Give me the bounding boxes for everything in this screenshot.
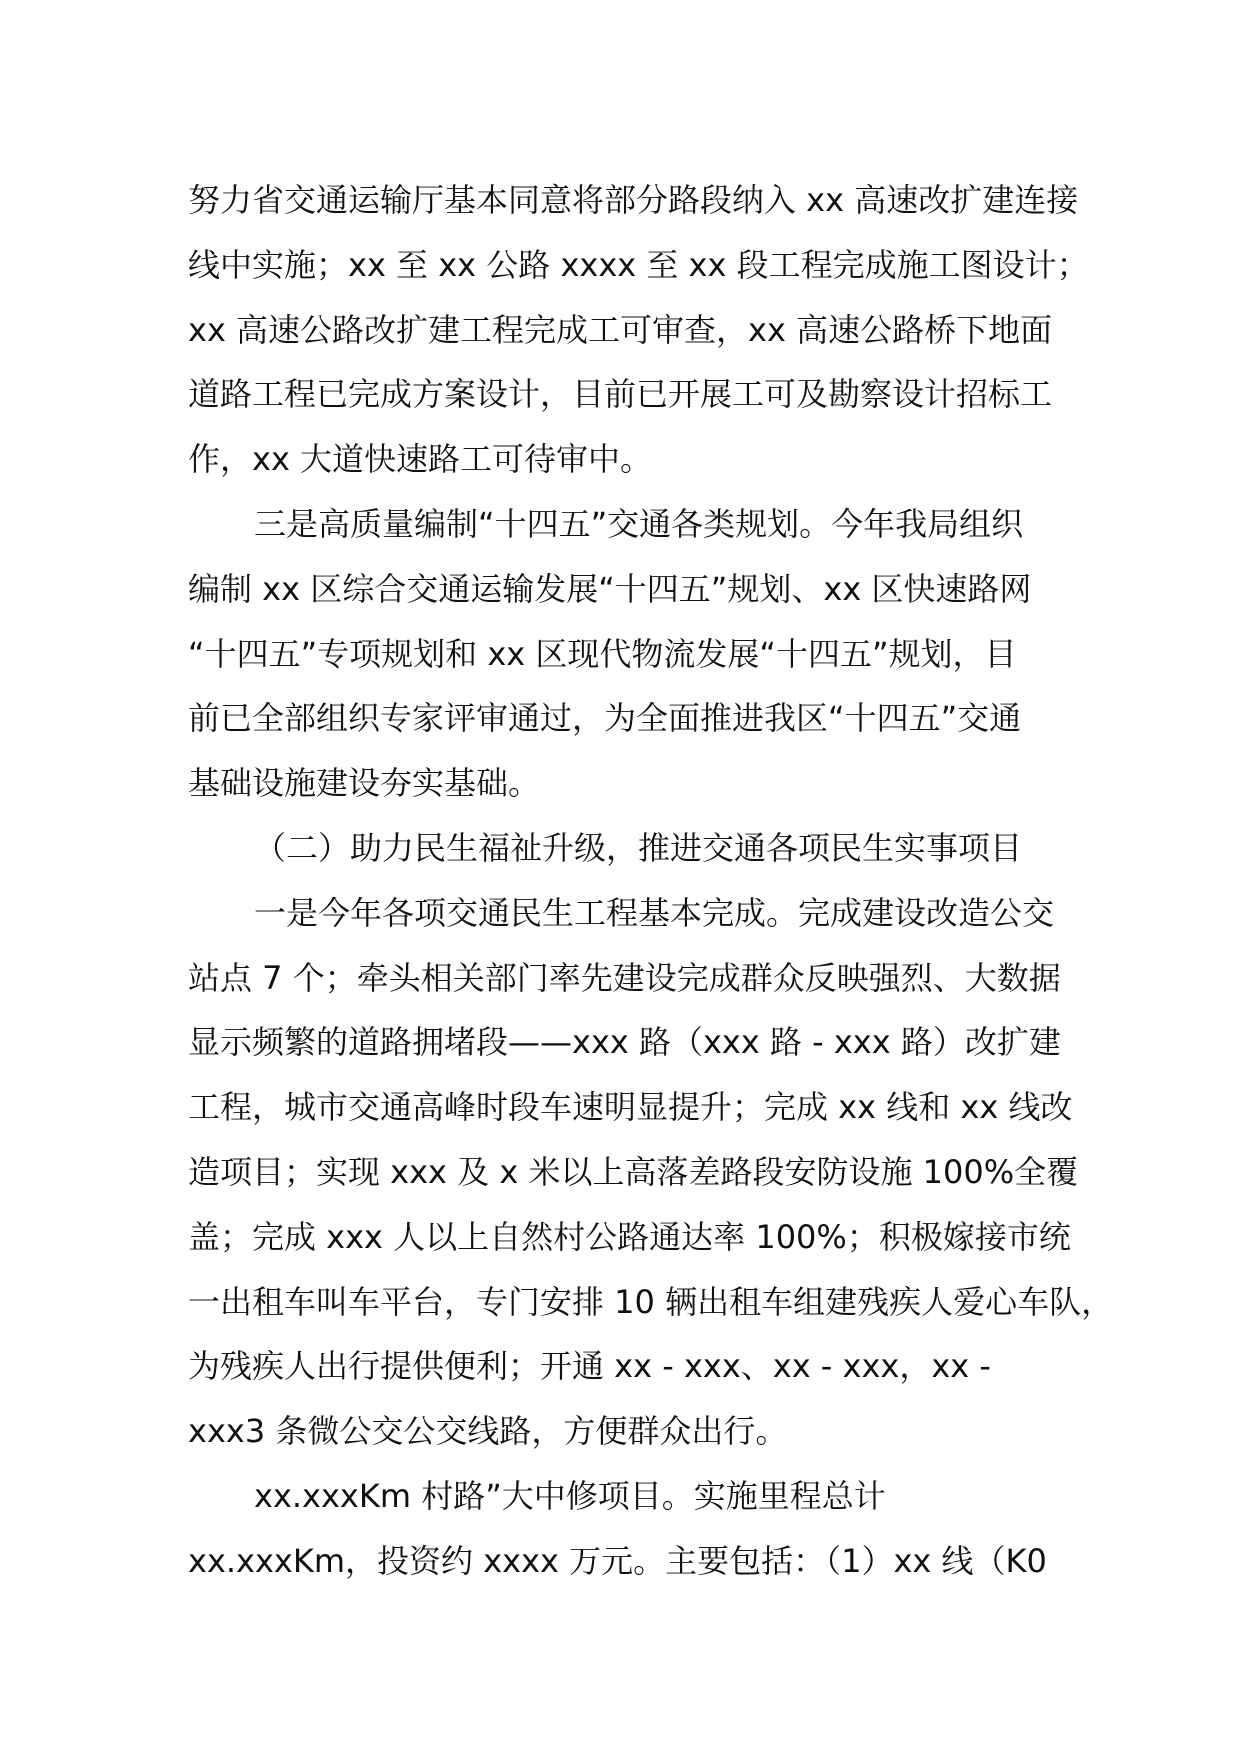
text-line: 前已全部组织专家评审通过，为全面推进我区“十四五”交通 — [188, 699, 1022, 738]
document-body — [188, 168, 1114, 1594]
text-line: “十四五”专项规划和 xx 区现代物流发展“十四五”规划，目 — [188, 634, 1017, 673]
text-line: 造项目；实现 xxx 及 x 米以上高落差路段安防设施 100%全覆 — [188, 1152, 1079, 1191]
text-line: 一出租车叫车平台，专门安排 10 辆出租车组建残疾人爱心车队， — [188, 1282, 1114, 1321]
text-line: 为残疾人出行提供便利；开通 xx - xxx、xx - xxx，xx - — [188, 1347, 991, 1386]
text-line: 道路工程已完成方案设计，目前已开展工可及勘察设计招标工 — [188, 375, 1053, 414]
text-line: 站点 7 个；牵头相关部门率先建设完成群众反映强烈、大数据 — [188, 958, 1061, 997]
paragraph-start-line: xx.xxxKm 村路”大中修项目。实施里程总计 — [254, 1476, 886, 1515]
text-line: 线中实施；xx 至 xx 公路 xxxx 至 xx 段工程完成施工图设计； — [188, 245, 1089, 284]
paragraph-start-line: 三是高质量编制“十四五”交通各类规划。今年我局组织 — [254, 504, 1024, 543]
text-line: 作，xx 大道快速路工可待审中。 — [188, 440, 653, 479]
text-line: 盖；完成 xxx 人以上自然村公路通达率 100%；积极嫁接市统 — [188, 1217, 1071, 1256]
text-line: 显示频繁的道路拥堵段——xxx 路（xxx 路 - xxx 路）改扩建 — [188, 1023, 1061, 1062]
text-line: xxx3 条微公交公交线路，方便群众出行。 — [188, 1412, 788, 1451]
text-line: 基础设施建设夯实基础。 — [188, 764, 541, 803]
text-line: xx.xxxKm，投资约 xxxx 万元。主要包括：（1）xx 线（K0 — [188, 1541, 1047, 1580]
text-line: xx 高速公路改扩建工程完成工可审查，xx 高速公路桥下地面 — [188, 310, 1053, 349]
section-heading: （二）助力民生福祉升级，推进交通各项民生实事项目 — [254, 828, 1023, 867]
text-line: 工程，城市交通高峰时段车速明显提升；完成 xx 线和 xx 线改 — [188, 1088, 1073, 1127]
text-line: 编制 xx 区综合交通运输发展“十四五”规划、xx 区快速路网 — [188, 569, 1032, 608]
text-line: 努力省交通运输厅基本同意将部分路段纳入 xx 高速改扩建连接 — [188, 181, 1079, 219]
paragraph-start-line: 一是今年各项交通民生工程基本完成。完成建设改造公交 — [254, 893, 1055, 932]
